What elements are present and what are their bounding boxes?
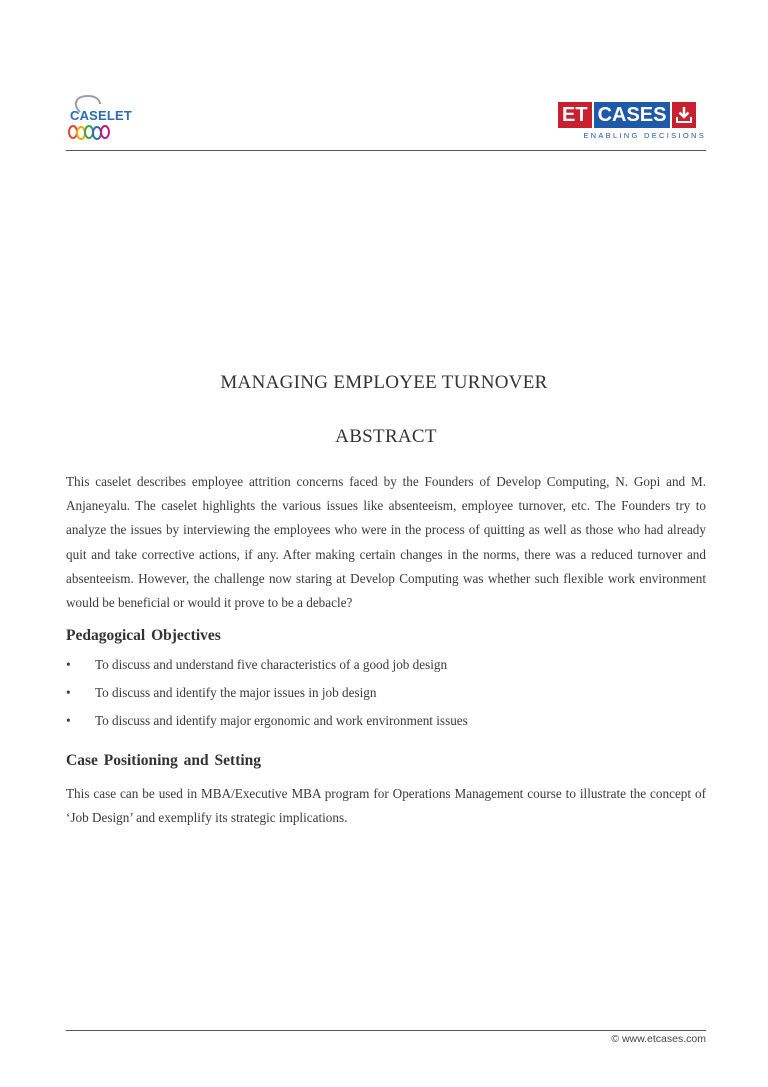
etcases-logo [558,102,706,144]
positioning-heading: Case Positioning and Setting [66,752,262,769]
objectives-list [66,654,706,738]
list-item [66,682,706,710]
cases-logo-text: CASES [594,102,671,128]
page-header [66,88,706,150]
et-logo-text: ET [558,102,592,128]
list-item [66,654,706,682]
bullet: • [66,713,71,728]
etcases-tagline: ENABLING DECISIONS [583,131,706,140]
bullet: • [66,657,71,672]
bullet: • [66,685,71,700]
objectives-heading: Pedagogical Objectives [66,627,221,644]
caselet-logo-text: CASELET [70,108,133,123]
download-icon [672,102,696,128]
objective-text: To discuss and identify the major issues in job design [95,685,377,700]
abstract-paragraph: This caselet describes employee attrition concerns faced by the Founders of Develop Computing, N. Gopi and M. Anjaneyalu. The caselet highlights the various issues like absenteeism, employee turnover, etc. The Founders try to analyze the issues by interviewing the employees who were in the process of quitting as well as those who had already quit and take corrective actions, if any. After making certain changes in the norms, there was a reduced turnover and absenteeism. However, the challenge now staring at Develop Computing was whether such flexible work environment would be beneficial or would it prove to be a debacle? [66,474,706,611]
objective-text: To discuss and understand five characteristics of a good job design [95,657,448,672]
header-divider [66,150,706,151]
objective-text: To discuss and identify major ergonomic and work environment issues [95,713,468,728]
list-item [66,710,706,738]
footer-divider [66,1030,706,1031]
abstract-heading: ABSTRACT [335,426,437,447]
document-title: MANAGING EMPLOYEE TURNOVER [220,372,548,393]
footer-copyright: © www.etcases.com [611,1033,706,1045]
caselet-logo [66,92,156,144]
positioning-paragraph: This case can be used in MBA/Executive MBA program for Operations Management course to illustrate the concept of ‘Job Design’ and exemplify its strategic implications. [66,786,706,826]
